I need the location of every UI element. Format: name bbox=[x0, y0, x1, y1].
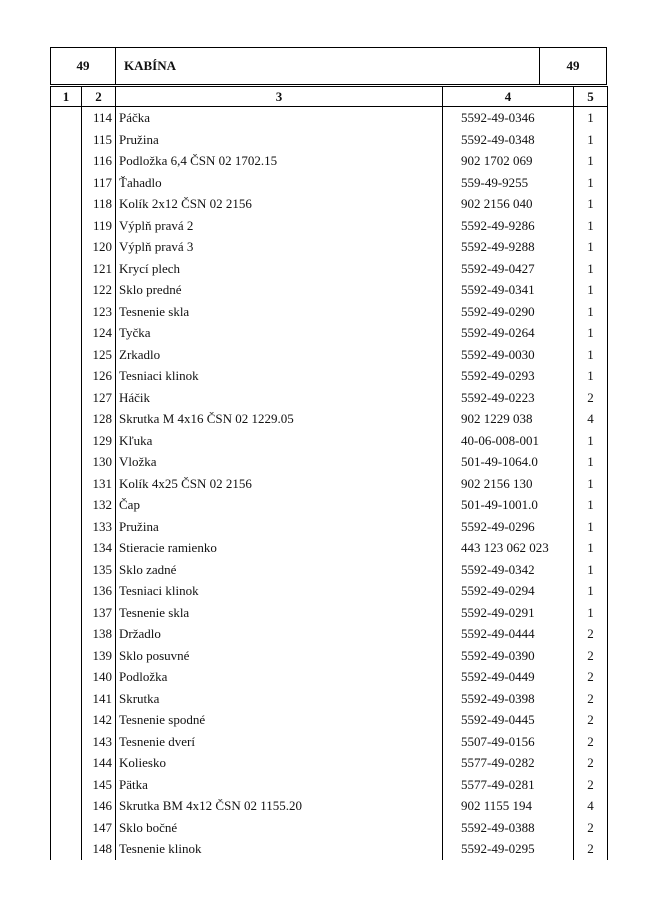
table-row bbox=[51, 107, 608, 129]
table-row bbox=[51, 172, 608, 194]
quantity: 2 bbox=[574, 774, 608, 796]
part-name: Výplň pravá 3 bbox=[116, 236, 443, 258]
quantity: 4 bbox=[574, 408, 608, 430]
table-row bbox=[51, 193, 608, 215]
table-row bbox=[51, 580, 608, 602]
position-number: 128 bbox=[82, 408, 116, 430]
empty-cell bbox=[51, 537, 82, 559]
position-number: 116 bbox=[82, 150, 116, 172]
quantity: 2 bbox=[574, 752, 608, 774]
part-number: 5592-49-0427 bbox=[443, 258, 574, 280]
empty-cell bbox=[51, 408, 82, 430]
part-number: 5592-49-0390 bbox=[443, 645, 574, 667]
empty-cell bbox=[51, 688, 82, 710]
empty-cell bbox=[51, 365, 82, 387]
part-number: 5592-49-0388 bbox=[443, 817, 574, 839]
part-number: 5592-49-0294 bbox=[443, 580, 574, 602]
quantity: 1 bbox=[574, 301, 608, 323]
section-header bbox=[50, 47, 607, 85]
part-name: Stieracie ramienko bbox=[116, 537, 443, 559]
table-row bbox=[51, 731, 608, 753]
part-number: 5577-49-0281 bbox=[443, 774, 574, 796]
part-number: 5592-49-0030 bbox=[443, 344, 574, 366]
part-name: Pätka bbox=[116, 774, 443, 796]
quantity: 1 bbox=[574, 537, 608, 559]
table-row bbox=[51, 301, 608, 323]
part-name: Kolík 4x25 ČSN 02 2156 bbox=[116, 473, 443, 495]
column-header: 3 bbox=[116, 87, 443, 107]
part-number: 5592-49-9286 bbox=[443, 215, 574, 237]
quantity: 1 bbox=[574, 365, 608, 387]
empty-cell bbox=[51, 430, 82, 452]
table-row bbox=[51, 559, 608, 581]
part-number: 501-49-1001.0 bbox=[443, 494, 574, 516]
empty-cell bbox=[51, 645, 82, 667]
quantity: 2 bbox=[574, 731, 608, 753]
part-name: Háčik bbox=[116, 387, 443, 409]
part-name: Sklo zadné bbox=[116, 559, 443, 581]
empty-cell bbox=[51, 236, 82, 258]
empty-cell bbox=[51, 279, 82, 301]
quantity: 1 bbox=[574, 236, 608, 258]
quantity: 2 bbox=[574, 387, 608, 409]
part-number: 501-49-1064.0 bbox=[443, 451, 574, 473]
empty-cell bbox=[51, 623, 82, 645]
table-row bbox=[51, 645, 608, 667]
part-name: Tesnenie spodné bbox=[116, 709, 443, 731]
position-number: 130 bbox=[82, 451, 116, 473]
parts-list bbox=[51, 107, 608, 860]
table-row bbox=[51, 623, 608, 645]
table-row bbox=[51, 666, 608, 688]
part-name: Koliesko bbox=[116, 752, 443, 774]
empty-cell bbox=[51, 107, 82, 129]
table-row bbox=[51, 344, 608, 366]
quantity: 1 bbox=[574, 559, 608, 581]
empty-cell bbox=[51, 752, 82, 774]
part-name: Výplň pravá 2 bbox=[116, 215, 443, 237]
position-number: 131 bbox=[82, 473, 116, 495]
table-row bbox=[51, 516, 608, 538]
part-number: 5592-49-0290 bbox=[443, 301, 574, 323]
part-name: Kľuka bbox=[116, 430, 443, 452]
part-number: 5592-49-0291 bbox=[443, 602, 574, 624]
part-number: 902 1229 038 bbox=[443, 408, 574, 430]
part-name: Držadlo bbox=[116, 623, 443, 645]
table-row bbox=[51, 258, 608, 280]
part-name: Skrutka M 4x16 ČSN 02 1229.05 bbox=[116, 408, 443, 430]
position-number: 127 bbox=[82, 387, 116, 409]
part-name: Tesniaci klinok bbox=[116, 580, 443, 602]
part-number: 5592-49-0444 bbox=[443, 623, 574, 645]
position-number: 140 bbox=[82, 666, 116, 688]
quantity: 2 bbox=[574, 709, 608, 731]
part-number: 559-49-9255 bbox=[443, 172, 574, 194]
table-row bbox=[51, 408, 608, 430]
part-number: 5577-49-0282 bbox=[443, 752, 574, 774]
part-name: Podložka bbox=[116, 666, 443, 688]
empty-cell bbox=[51, 473, 82, 495]
part-name: Sklo predné bbox=[116, 279, 443, 301]
position-number: 148 bbox=[82, 838, 116, 860]
part-name: Krycí plech bbox=[116, 258, 443, 280]
quantity: 1 bbox=[574, 430, 608, 452]
position-number: 139 bbox=[82, 645, 116, 667]
quantity: 1 bbox=[574, 107, 608, 129]
quantity: 2 bbox=[574, 688, 608, 710]
table-row bbox=[51, 602, 608, 624]
part-number: 5592-49-0342 bbox=[443, 559, 574, 581]
part-number: 902 1155 194 bbox=[443, 795, 574, 817]
empty-cell bbox=[51, 258, 82, 280]
part-number: 5592-49-0449 bbox=[443, 666, 574, 688]
quantity: 1 bbox=[574, 279, 608, 301]
quantity: 2 bbox=[574, 645, 608, 667]
position-number: 120 bbox=[82, 236, 116, 258]
part-number: 5592-49-0348 bbox=[443, 129, 574, 151]
quantity: 1 bbox=[574, 451, 608, 473]
column-header: 2 bbox=[82, 87, 116, 107]
part-number: 5592-49-0264 bbox=[443, 322, 574, 344]
table-row bbox=[51, 322, 608, 344]
table-row bbox=[51, 838, 608, 860]
part-name: Tyčka bbox=[116, 322, 443, 344]
group-number-left: 49 bbox=[51, 48, 116, 84]
position-number: 147 bbox=[82, 817, 116, 839]
empty-cell bbox=[51, 494, 82, 516]
table-row bbox=[51, 387, 608, 409]
empty-cell bbox=[51, 129, 82, 151]
part-name: Skrutka BM 4x12 ČSN 02 1155.20 bbox=[116, 795, 443, 817]
part-name: Čap bbox=[116, 494, 443, 516]
quantity: 2 bbox=[574, 838, 608, 860]
position-number: 115 bbox=[82, 129, 116, 151]
part-name: Sklo bočné bbox=[116, 817, 443, 839]
quantity: 1 bbox=[574, 516, 608, 538]
parts-table bbox=[50, 86, 608, 860]
quantity: 1 bbox=[574, 129, 608, 151]
table-row bbox=[51, 129, 608, 151]
position-number: 129 bbox=[82, 430, 116, 452]
position-number: 125 bbox=[82, 344, 116, 366]
position-number: 133 bbox=[82, 516, 116, 538]
quantity: 1 bbox=[574, 322, 608, 344]
part-number: 5592-49-0398 bbox=[443, 688, 574, 710]
empty-cell bbox=[51, 193, 82, 215]
part-number: 902 1702 069 bbox=[443, 150, 574, 172]
quantity: 1 bbox=[574, 215, 608, 237]
position-number: 137 bbox=[82, 602, 116, 624]
quantity: 2 bbox=[574, 666, 608, 688]
column-header: 5 bbox=[574, 87, 608, 107]
empty-cell bbox=[51, 580, 82, 602]
quantity: 1 bbox=[574, 580, 608, 602]
position-number: 118 bbox=[82, 193, 116, 215]
position-number: 121 bbox=[82, 258, 116, 280]
part-number: 5592-49-0296 bbox=[443, 516, 574, 538]
column-header: 4 bbox=[443, 87, 574, 107]
part-name: Pružina bbox=[116, 129, 443, 151]
empty-cell bbox=[51, 838, 82, 860]
part-name: Tesnenie dverí bbox=[116, 731, 443, 753]
column-header-row bbox=[51, 87, 608, 107]
table-row bbox=[51, 365, 608, 387]
part-name: Sklo posuvné bbox=[116, 645, 443, 667]
table-row bbox=[51, 752, 608, 774]
part-number: 5507-49-0156 bbox=[443, 731, 574, 753]
empty-cell bbox=[51, 150, 82, 172]
empty-cell bbox=[51, 817, 82, 839]
table-row bbox=[51, 279, 608, 301]
part-name: Podložka 6,4 ČSN 02 1702.15 bbox=[116, 150, 443, 172]
section-title: KABÍNA bbox=[116, 48, 540, 84]
table-row bbox=[51, 473, 608, 495]
empty-cell bbox=[51, 344, 82, 366]
empty-cell bbox=[51, 516, 82, 538]
empty-cell bbox=[51, 387, 82, 409]
quantity: 1 bbox=[574, 193, 608, 215]
quantity: 1 bbox=[574, 150, 608, 172]
part-name: Páčka bbox=[116, 107, 443, 129]
part-name: Tesnenie skla bbox=[116, 301, 443, 323]
position-number: 123 bbox=[82, 301, 116, 323]
part-name: Skrutka bbox=[116, 688, 443, 710]
part-number: 443 123 062 023 bbox=[443, 537, 574, 559]
empty-cell bbox=[51, 666, 82, 688]
quantity: 1 bbox=[574, 473, 608, 495]
table-row bbox=[51, 817, 608, 839]
table-row bbox=[51, 451, 608, 473]
part-number: 5592-49-0293 bbox=[443, 365, 574, 387]
table-row bbox=[51, 774, 608, 796]
part-number: 902 2156 130 bbox=[443, 473, 574, 495]
quantity: 1 bbox=[574, 258, 608, 280]
part-name: Pružina bbox=[116, 516, 443, 538]
position-number: 122 bbox=[82, 279, 116, 301]
part-name: Tesnenie klinok bbox=[116, 838, 443, 860]
empty-cell bbox=[51, 172, 82, 194]
empty-cell bbox=[51, 731, 82, 753]
position-number: 144 bbox=[82, 752, 116, 774]
table-row bbox=[51, 709, 608, 731]
position-number: 146 bbox=[82, 795, 116, 817]
quantity: 2 bbox=[574, 623, 608, 645]
group-number-right: 49 bbox=[566, 58, 580, 73]
empty-cell bbox=[51, 215, 82, 237]
table-row bbox=[51, 537, 608, 559]
part-name: Zrkadlo bbox=[116, 344, 443, 366]
empty-cell bbox=[51, 602, 82, 624]
part-number: 5592-49-0346 bbox=[443, 107, 574, 129]
empty-cell bbox=[51, 795, 82, 817]
empty-cell bbox=[51, 774, 82, 796]
table-row bbox=[51, 430, 608, 452]
quantity: 1 bbox=[574, 494, 608, 516]
position-number: 124 bbox=[82, 322, 116, 344]
table-row bbox=[51, 494, 608, 516]
part-number: 5592-49-0295 bbox=[443, 838, 574, 860]
position-number: 136 bbox=[82, 580, 116, 602]
empty-cell bbox=[51, 322, 82, 344]
quantity: 1 bbox=[574, 344, 608, 366]
empty-cell bbox=[51, 301, 82, 323]
part-number: 902 2156 040 bbox=[443, 193, 574, 215]
position-number: 119 bbox=[82, 215, 116, 237]
part-number: 5592-49-0445 bbox=[443, 709, 574, 731]
part-number: 5592-49-9288 bbox=[443, 236, 574, 258]
part-name: Ťahadlo bbox=[116, 172, 443, 194]
position-number: 141 bbox=[82, 688, 116, 710]
part-name: Tesnenie skla bbox=[116, 602, 443, 624]
position-number: 134 bbox=[82, 537, 116, 559]
position-number: 143 bbox=[82, 731, 116, 753]
table-row bbox=[51, 150, 608, 172]
position-number: 145 bbox=[82, 774, 116, 796]
position-number: 142 bbox=[82, 709, 116, 731]
position-number: 117 bbox=[82, 172, 116, 194]
quantity: 1 bbox=[574, 602, 608, 624]
table-row bbox=[51, 236, 608, 258]
part-name: Tesniaci klinok bbox=[116, 365, 443, 387]
position-number: 132 bbox=[82, 494, 116, 516]
empty-cell bbox=[51, 451, 82, 473]
table-row bbox=[51, 795, 608, 817]
column-header: 1 bbox=[51, 87, 82, 107]
part-name: Kolík 2x12 ČSN 02 2156 bbox=[116, 193, 443, 215]
empty-cell bbox=[51, 709, 82, 731]
part-number: 5592-49-0341 bbox=[443, 279, 574, 301]
position-number: 135 bbox=[82, 559, 116, 581]
table-row bbox=[51, 215, 608, 237]
position-number: 126 bbox=[82, 365, 116, 387]
quantity: 4 bbox=[574, 795, 608, 817]
part-number: 5592-49-0223 bbox=[443, 387, 574, 409]
position-number: 114 bbox=[82, 107, 116, 129]
position-number: 138 bbox=[82, 623, 116, 645]
part-number: 40-06-008-001 bbox=[443, 430, 574, 452]
empty-cell bbox=[51, 559, 82, 581]
part-name: Vložka bbox=[116, 451, 443, 473]
quantity: 2 bbox=[574, 817, 608, 839]
table-row bbox=[51, 688, 608, 710]
quantity: 1 bbox=[574, 172, 608, 194]
